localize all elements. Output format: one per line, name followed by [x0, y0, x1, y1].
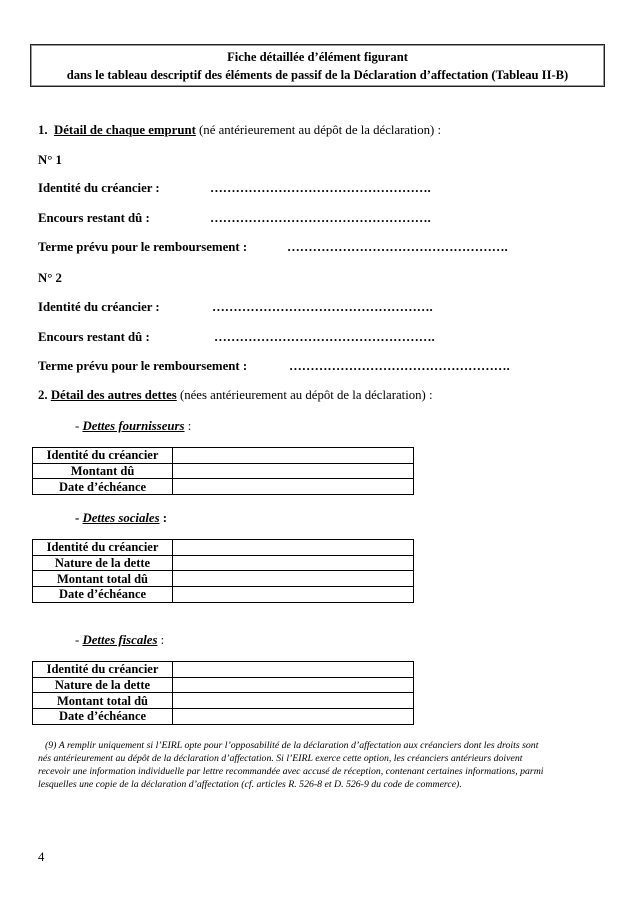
tax-debt-table	[32, 661, 414, 725]
table-row	[33, 479, 414, 495]
row-value-cell	[173, 448, 414, 464]
loan-1-term-dots: …………………………………………….	[287, 240, 508, 254]
footnote-line: (9) A remplir uniquement si l’EIRL opte pour l’opposabilité de la déclaration d’affectation aux créanciers dont les droits sont	[45, 740, 539, 751]
section-1-heading	[38, 122, 441, 138]
row-value-cell	[173, 540, 414, 556]
section-1-number: 1.	[38, 123, 48, 137]
debt-group-dash: -	[75, 511, 80, 525]
loan-2-term-dots: …………………………………………….	[289, 359, 510, 373]
document-title-line-2: dans le tableau descriptif des éléments de passif de la Déclaration d’affectation (Tableau II-B)	[66, 68, 569, 82]
loan-2-heading: N° 2	[38, 271, 62, 285]
debt-group-title: Dettes sociales	[82, 511, 160, 525]
table-row	[33, 587, 414, 603]
row-label: Date d’échéance	[33, 587, 173, 603]
loan-1-term-label: Terme prévu pour le remboursement :	[38, 240, 248, 254]
debt-group-tax-heading	[75, 632, 164, 648]
table-row	[33, 448, 414, 464]
row-label: Montant total dû	[33, 571, 173, 587]
table-row	[33, 555, 414, 571]
table-row	[33, 709, 414, 725]
loan-2-balance-dots: …………………………………………….	[214, 330, 435, 344]
footnote-line: recevoir une information individuelle par lettre recommandée avec accusé de réception, contenant certaines informations, parmi	[38, 766, 544, 777]
row-value-cell	[173, 662, 414, 678]
debt-group-title: Dettes fournisseurs	[82, 419, 185, 433]
row-value-cell	[173, 693, 414, 709]
table-row	[33, 571, 414, 587]
loan-1-balance-dots: …………………………………………….	[210, 211, 431, 225]
table-row	[33, 693, 414, 709]
loan-1-heading: N° 1	[38, 153, 62, 167]
section-2-title: Détail des autres dettes	[50, 388, 177, 402]
table-row	[33, 463, 414, 479]
social-debt-table	[32, 539, 414, 603]
row-label: Identité du créancier	[33, 662, 173, 678]
debt-group-colon: :	[162, 511, 168, 525]
loan-2-creditor-label: Identité du créancier :	[38, 300, 160, 314]
loan-2-term-label: Terme prévu pour le remboursement :	[38, 359, 248, 373]
debt-group-title: Dettes fiscales	[82, 633, 158, 647]
debt-group-dash: -	[75, 633, 80, 647]
row-label: Montant dû	[33, 463, 173, 479]
section-2-number: 2.	[38, 388, 48, 402]
debt-group-suppliers-heading	[75, 418, 191, 434]
footnote	[38, 739, 544, 791]
section-2-heading	[38, 387, 433, 403]
loan-2-balance-label: Encours restant dû :	[38, 330, 150, 344]
row-label: Date d’échéance	[33, 479, 173, 495]
loan-1-balance-label: Encours restant dû :	[38, 211, 150, 225]
footnote-line: nés antérieurement au dépôt de la déclaration d’affectation. Si l’EIRL exerce cette option, les créanciers antérieurs doivent	[38, 753, 523, 764]
row-label: Nature de la dette	[33, 555, 173, 571]
row-label: Nature de la dette	[33, 677, 173, 693]
row-label: Identité du créancier	[33, 540, 173, 556]
table-row	[33, 677, 414, 693]
page-number: 4	[38, 850, 45, 864]
debt-group-social-heading	[75, 510, 167, 526]
debt-group-colon: :	[187, 419, 192, 433]
row-value-cell	[173, 677, 414, 693]
row-value-cell	[173, 587, 414, 603]
table-row	[33, 662, 414, 678]
loan-1-creditor-label: Identité du créancier :	[38, 181, 160, 195]
table-row	[33, 540, 414, 556]
document-title-line-1: Fiche détaillée d’élément figurant	[227, 50, 408, 64]
row-value-cell	[173, 571, 414, 587]
document-title-box	[30, 44, 605, 87]
loan-1-creditor-dots: …………………………………………….	[210, 181, 431, 195]
row-value-cell	[173, 709, 414, 725]
loan-2-creditor-dots: …………………………………………….	[212, 300, 433, 314]
row-label: Date d’échéance	[33, 709, 173, 725]
section-1-title: Détail de chaque emprunt	[54, 123, 196, 137]
row-value-cell	[173, 463, 414, 479]
debt-group-dash: -	[75, 419, 80, 433]
row-label: Montant total dû	[33, 693, 173, 709]
section-1-note: (né antérieurement au dépôt de la déclaration) :	[199, 123, 442, 137]
footnote-line: lesquelles une copie de la déclaration d’affectation (cf. articles R. 526-8 et D. 526-9 du code de commerce).	[38, 779, 462, 790]
debt-group-colon: :	[160, 633, 165, 647]
row-label: Identité du créancier	[33, 448, 173, 464]
row-value-cell	[173, 555, 414, 571]
section-2-note: (nées antérieurement au dépôt de la déclaration) :	[179, 388, 433, 402]
suppliers-debt-table	[32, 447, 414, 495]
row-value-cell	[173, 479, 414, 495]
